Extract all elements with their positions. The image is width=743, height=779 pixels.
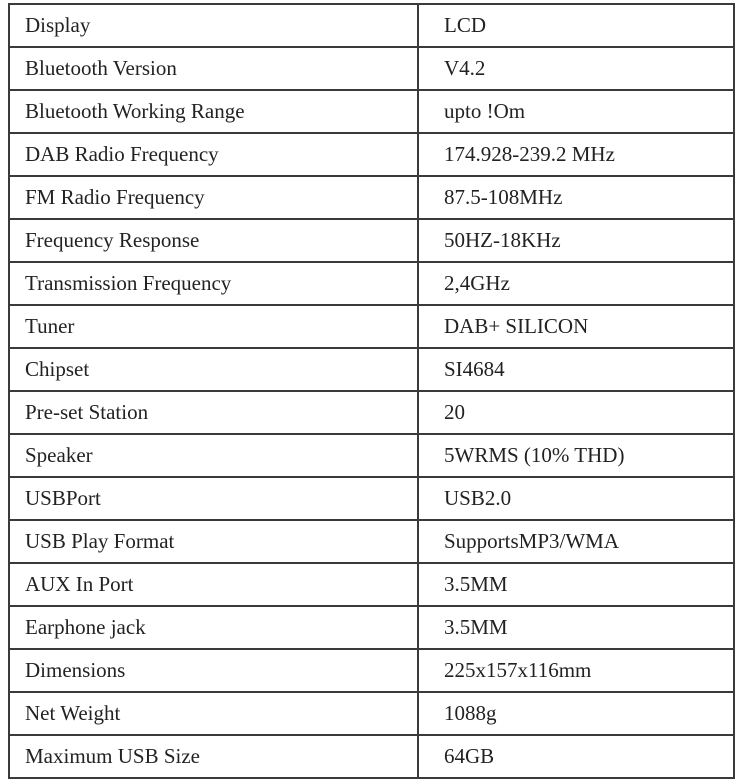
spec-value: 225x157x116mm xyxy=(418,649,734,692)
spec-row xyxy=(9,4,734,47)
spec-value: USB2.0 xyxy=(418,477,734,520)
spec-row xyxy=(9,176,734,219)
spec-row xyxy=(9,219,734,262)
spec-table xyxy=(8,3,735,779)
spec-row xyxy=(9,477,734,520)
spec-value: 2,4GHz xyxy=(418,262,734,305)
spec-row xyxy=(9,735,734,778)
spec-label: FM Radio Frequency xyxy=(9,176,418,219)
spec-row xyxy=(9,133,734,176)
spec-row xyxy=(9,90,734,133)
spec-value: V4.2 xyxy=(418,47,734,90)
spec-value: 1088g xyxy=(418,692,734,735)
spec-value: 87.5-108MHz xyxy=(418,176,734,219)
spec-row xyxy=(9,262,734,305)
spec-label: Speaker xyxy=(9,434,418,477)
spec-value: upto !Om xyxy=(418,90,734,133)
spec-row xyxy=(9,520,734,563)
spec-row xyxy=(9,47,734,90)
spec-value: 174.928-239.2 MHz xyxy=(418,133,734,176)
spec-value: 5WRMS (10% THD) xyxy=(418,434,734,477)
spec-value: 50HZ-18KHz xyxy=(418,219,734,262)
spec-label: AUX In Port xyxy=(9,563,418,606)
spec-row xyxy=(9,606,734,649)
spec-row xyxy=(9,348,734,391)
spec-label: Chipset xyxy=(9,348,418,391)
spec-label: USBPort xyxy=(9,477,418,520)
spec-row xyxy=(9,391,734,434)
spec-label: Pre-set Station xyxy=(9,391,418,434)
spec-label: Net Weight xyxy=(9,692,418,735)
spec-value: 20 xyxy=(418,391,734,434)
spec-label: Dimensions xyxy=(9,649,418,692)
spec-label: Transmission Frequency xyxy=(9,262,418,305)
spec-row xyxy=(9,649,734,692)
spec-label: Bluetooth Working Range xyxy=(9,90,418,133)
spec-row xyxy=(9,305,734,348)
spec-label: Earphone jack xyxy=(9,606,418,649)
spec-label: Maximum USB Size xyxy=(9,735,418,778)
spec-value: DAB+ SILICON xyxy=(418,305,734,348)
spec-row xyxy=(9,563,734,606)
spec-label: Bluetooth Version xyxy=(9,47,418,90)
spec-label: USB Play Format xyxy=(9,520,418,563)
spec-value: SI4684 xyxy=(418,348,734,391)
spec-table-body xyxy=(9,4,734,778)
spec-value: 3.5MM xyxy=(418,606,734,649)
spec-label: Frequency Response xyxy=(9,219,418,262)
spec-value: SupportsMP3/WMA xyxy=(418,520,734,563)
spec-row xyxy=(9,692,734,735)
spec-value: 3.5MM xyxy=(418,563,734,606)
spec-label: DAB Radio Frequency xyxy=(9,133,418,176)
spec-value: LCD xyxy=(418,4,734,47)
spec-label: Tuner xyxy=(9,305,418,348)
spec-row xyxy=(9,434,734,477)
spec-value: 64GB xyxy=(418,735,734,778)
spec-label: Display xyxy=(9,4,418,47)
